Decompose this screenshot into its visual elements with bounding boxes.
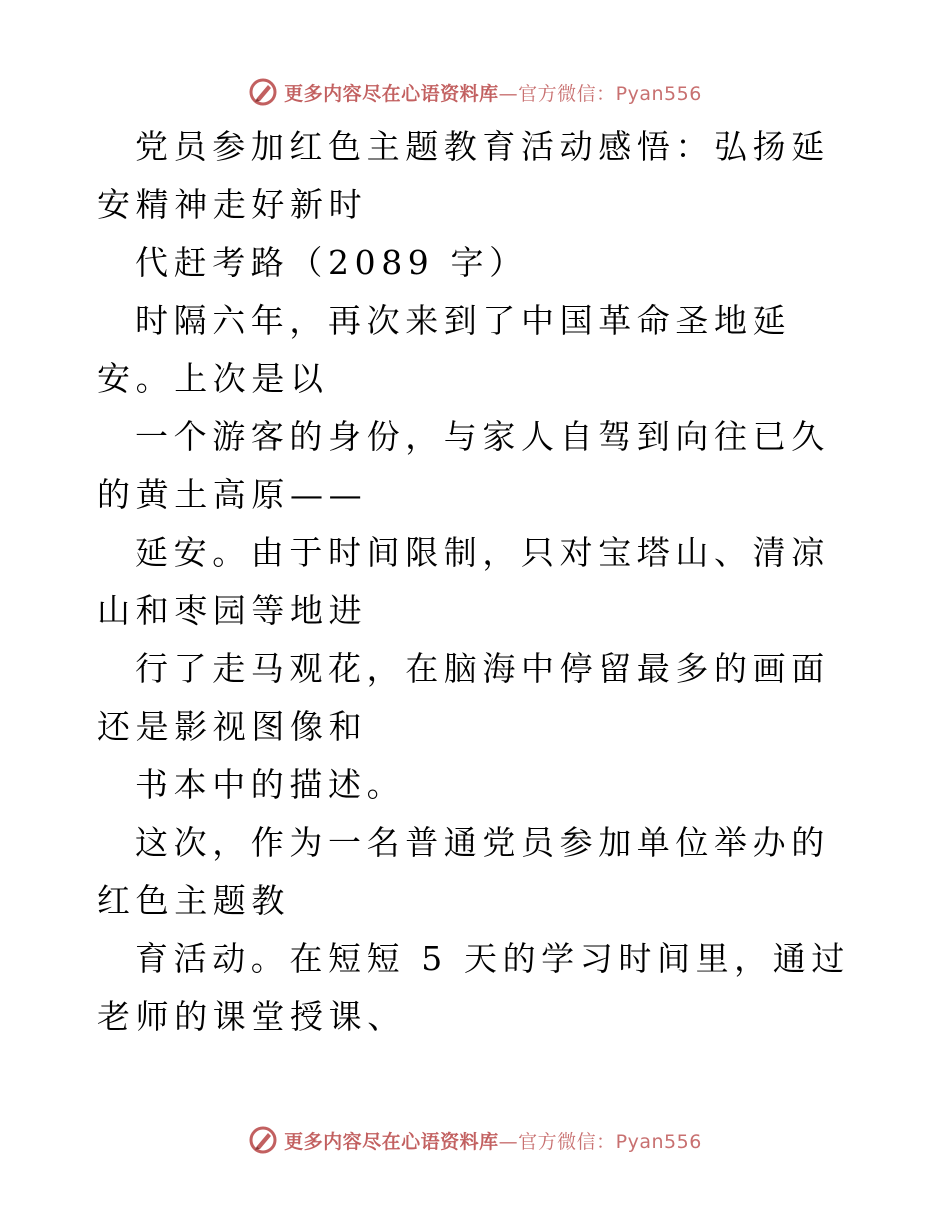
watermark-text bbox=[284, 79, 702, 106]
document-line: 一个游客的身份，与家人自驾到向往已久的黄土高原—— bbox=[97, 417, 830, 514]
document-line: 这次，作为一名普通党员参加单位举办的红色主题教 bbox=[97, 823, 830, 920]
watermark-official-text: 官方微信：Pyan556 bbox=[518, 1130, 702, 1153]
document-line: 代赶考路（2089 字） bbox=[135, 243, 528, 282]
pen-circle-logo-icon bbox=[248, 1125, 278, 1155]
watermark-main-text: 更多内容尽在心语资料库 bbox=[284, 1130, 499, 1153]
document-line: 育活动。在短短 5 天的学习时间里，通过老师的课堂授课、 bbox=[97, 939, 850, 1036]
document-line: 书本中的描述。 bbox=[135, 765, 406, 804]
watermark-separator: — bbox=[498, 1130, 519, 1153]
watermark-main-text: 更多内容尽在心语资料库 bbox=[284, 82, 499, 105]
document-body bbox=[97, 118, 857, 1046]
header-watermark bbox=[0, 72, 950, 112]
pen-circle-logo-icon bbox=[248, 77, 278, 107]
watermark-text bbox=[284, 1127, 702, 1154]
document-line: 时隔六年，再次来到了中国革命圣地延安。上次是以 bbox=[97, 301, 792, 398]
document-line: 行了走马观花，在脑海中停留最多的画面还是影视图像和 bbox=[97, 649, 830, 746]
document-line: 延安。由于时间限制，只对宝塔山、清凉山和枣园等地进 bbox=[97, 533, 830, 630]
footer-watermark bbox=[0, 1120, 950, 1160]
watermark-official-text: 官方微信：Pyan556 bbox=[518, 82, 702, 105]
document-line: 党员参加红色主题教育活动感悟：弘扬延安精神走好新时 bbox=[97, 127, 830, 224]
watermark-separator: — bbox=[498, 82, 519, 105]
